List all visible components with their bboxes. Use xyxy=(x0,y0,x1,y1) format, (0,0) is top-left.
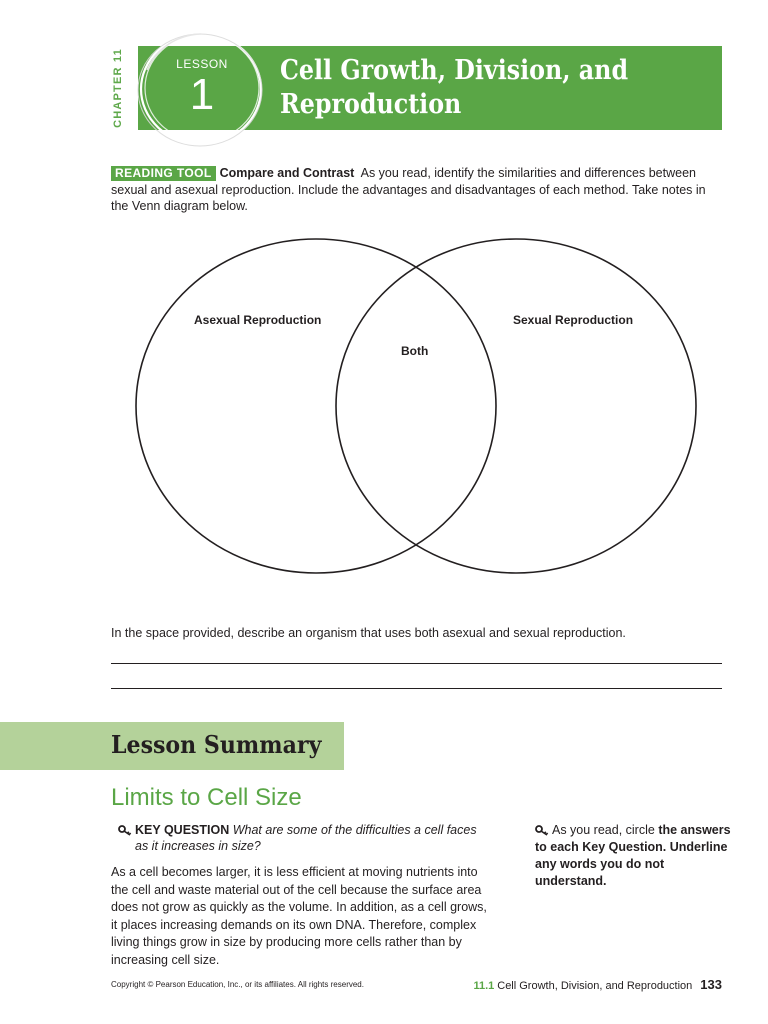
reading-tool-badge: READING TOOL xyxy=(111,166,216,181)
lesson-summary-title: Lesson Summary xyxy=(111,730,322,759)
side-note xyxy=(535,822,735,890)
key-question-line-1: What are some of the difficulties a cell faces xyxy=(232,823,477,837)
footer-section-title: Cell Growth, Division, and Reproduction xyxy=(497,980,693,992)
title-line-1: Cell Growth, Division, and xyxy=(280,55,629,86)
key-icon xyxy=(535,825,550,836)
venn-left-circle xyxy=(136,239,496,573)
venn-left-label: Asexual Reproduction xyxy=(194,313,322,327)
answer-line-2[interactable] xyxy=(111,688,722,689)
page-number: 133 xyxy=(700,977,722,992)
lesson-number: 1 xyxy=(189,70,215,119)
page-title xyxy=(280,54,650,122)
venn-right-label: Sexual Reproduction xyxy=(513,313,634,327)
chapter-label: CHAPTER 11 xyxy=(112,48,124,128)
copyright: Copyright © Pearson Education, Inc., or its affiliates. All rights reserved. xyxy=(111,980,364,989)
organism-prompt: In the space provided, describe an organism that uses both asexual and sexual reproduction. xyxy=(111,626,626,640)
footer-section-number: 11.1 xyxy=(473,980,495,992)
side-note-lead: As you read, circle xyxy=(552,823,655,837)
key-question-line-2: as it increases in size? xyxy=(135,839,261,853)
summary-body: As a cell becomes larger, it is less efficient at moving nutrients into the cell and waste material out of the cell because the surface area does not grow as quickly as the volume. In addition, as a cell grows, it places increasing demands on its own DNA. Therefore, complex living things grow in size by producing more cells rather than by increasing cell size. xyxy=(111,865,487,967)
footer-running-head xyxy=(473,977,722,992)
reading-tool-text: As you read, identify the similarities and differences between sexual and asexual reproduction. Include the advantages and disadvantages of each method. Take notes in the Venn diagram below. xyxy=(111,166,706,213)
reading-tool-paragraph xyxy=(111,165,723,215)
lesson-word: LESSON xyxy=(176,57,228,71)
title-line-2: Reproduction xyxy=(280,89,462,120)
answer-line-1[interactable] xyxy=(111,663,722,664)
venn-right-circle xyxy=(336,239,696,573)
key-question-label: KEY QUESTION xyxy=(135,823,230,837)
side-note-rest: the answers to each Key Question. Underline any words you do not understand. xyxy=(535,823,731,888)
reading-tool-strategy: Compare and Contrast xyxy=(219,166,355,180)
venn-center-label: Both xyxy=(401,344,429,358)
key-question xyxy=(118,822,518,854)
section-heading: Limits to Cell Size xyxy=(111,784,302,811)
key-icon xyxy=(118,825,133,836)
